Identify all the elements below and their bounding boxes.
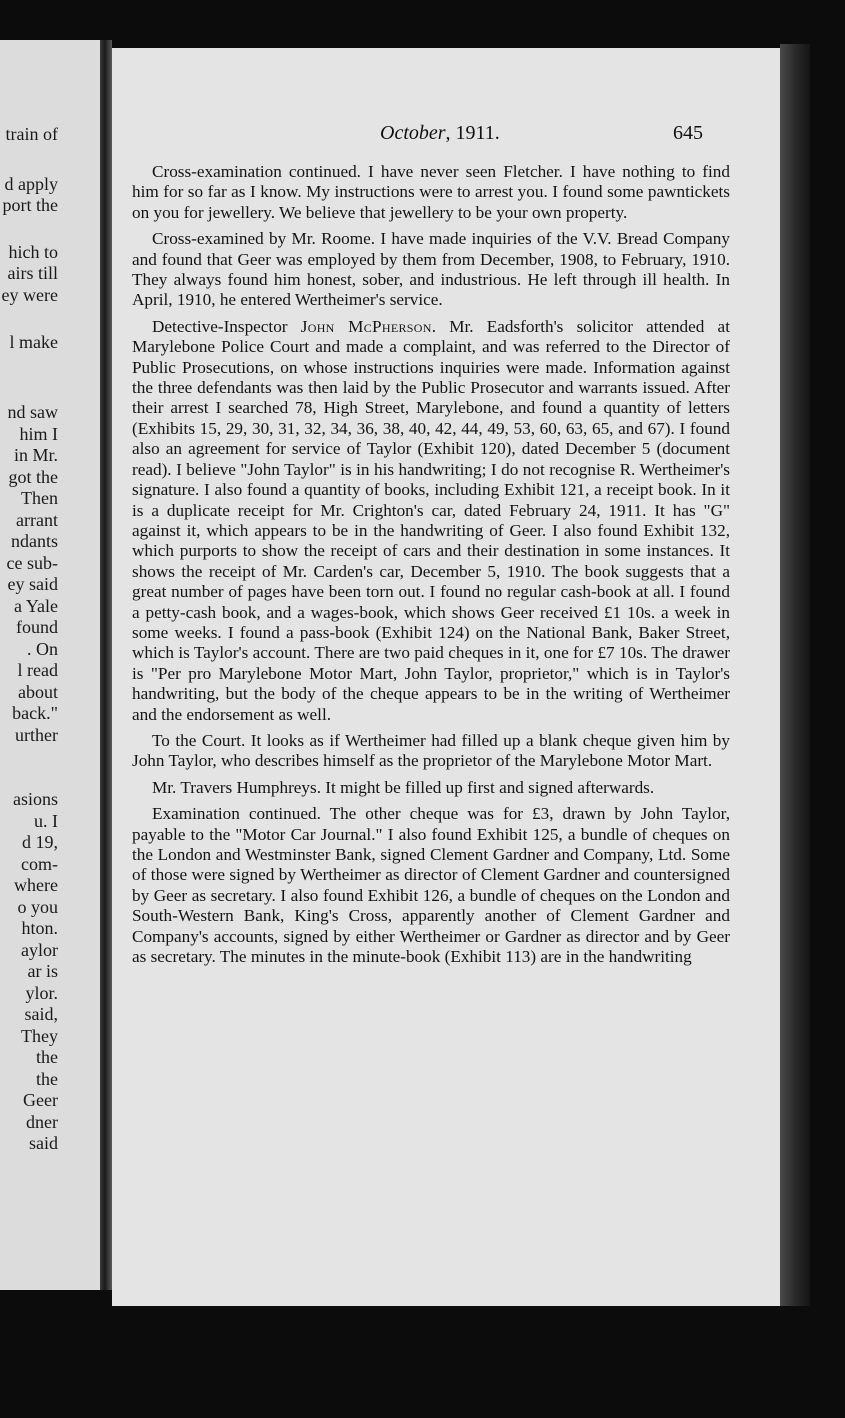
facing-page-fragment: arrant (16, 510, 58, 530)
witness-name: John McPherson (300, 316, 432, 336)
facing-page-fragment: nd saw (7, 402, 58, 422)
facing-page-fragment: back." (12, 703, 58, 723)
facing-page-fragment: l make (9, 332, 58, 352)
facing-page-fragment: ce sub- (6, 553, 58, 573)
facing-page-fragment: in Mr. (13, 445, 58, 465)
facing-page-fragment: asions (13, 789, 58, 809)
witness-testimony: . Mr. Eadsforth's solicitor attended at Marylebone Police Court and made a complaint, and was referred to the Director of Public Prosecutions, on whose instructions inquiries were made. Information against the three defendants was then laid by the Public Prosecutor and warrants issued. After their arrest I searched 78, High Street, Marylebone, and found a quantity of letters (Exhibits 15, 29, 30, 31, 32, 34, 36, 38, 40, 42, 44, 49, 53, 60, 63, 65, and 67). I found also an agreement for service of Taylor (Exhibit 120), dated December 5 (document read). I believe "John Taylor" is in his handwriting; I do not recognise R. Wertheimer's signature. I also found a quantity of books, including Exhibit 121, a receipt book. In it is a duplicate receipt for Mr. Crighton's car, dated February 24, 1911. It has "G" against it, which appears to be in the handwriting of Geer. I also found Exhibit 132, which purports to show the receipt of cars and their destination in some instances. It shows the receipt of Mr. Carden's car, December 5, 1910. The book suggests that a great number of pages have been torn out. I found no regular cash-book at all. I found a petty-cash book, and a wages-book, which shows Geer received £1 10s. a week in some weeks. I found a pass-book (Exhibit 124) on the National Bank, Baker Street, which is Taylor's account. There are two paid cheques in it, one for £7 10s. The drawer is "Per pro Marylebone Motor Mart, John Taylor, proprietor," which is in Taylor's handwriting, but the body of the cheque appears to be in the writing of Wertheimer and the endorsement as well. (132, 316, 730, 724)
facing-page-fragment: aylor (21, 940, 58, 960)
paragraph-mcpherson (132, 317, 730, 725)
facing-page-fragment: the (36, 1047, 58, 1067)
facing-page-fragment: port the (2, 195, 58, 215)
paragraph-cross-examination: Cross-examination continued. I have never seen Fletcher. I have nothing to find him for so far as I know. My instructions were to arrest you. I found some pawntickets on you for jewellery. We believe that jewellery to be your own property. (132, 162, 730, 222)
facing-page-fragment: urther (15, 725, 58, 745)
paragraph-humphreys: Mr. Travers Humphreys. It might be filled up first and signed afterwards. (152, 777, 655, 797)
page-edge-stack (780, 44, 810, 1306)
running-head (380, 122, 500, 145)
paragraph-to-the-court: To the Court. It looks as if Wertheimer had filled up a blank cheque given him by John Taylor, who describes himself as the proprietor of the Marylebone Motor Mart. (132, 730, 730, 771)
facing-page-fragment: a Yale (14, 596, 58, 616)
facing-page-fragment: ndants (11, 531, 58, 551)
facing-page-fragment: ar is (27, 961, 58, 981)
facing-page-fragment: him I (19, 424, 58, 444)
facing-page-fragment: hton. (21, 918, 58, 938)
facing-page-fragment: Geer (23, 1090, 58, 1110)
page-header (112, 122, 780, 146)
facing-page-fragment: got the (8, 467, 58, 487)
facing-page-fragment: found (16, 617, 58, 637)
facing-page-fragment: They (21, 1026, 58, 1046)
facing-page-fragment: dner (26, 1112, 58, 1132)
facing-page-fragment: o you (17, 897, 58, 917)
paragraph-cross-examined-roome: Cross-examined by Mr. Roome. I have made inquiries of the V.V. Bread Company and found that Geer was employed by them from December, 1908, to February, 1910. They always found him honest, sober, and industrious. He left through ill health. In April, 1910, he entered Wertheimer's service. (132, 229, 730, 310)
facing-page (0, 40, 100, 1290)
facing-page-fragment: said, (24, 1004, 58, 1024)
facing-page-fragment: u. I (34, 811, 58, 831)
page-number: 645 (673, 122, 703, 144)
facing-page-fragment: ylor. (25, 983, 58, 1003)
facing-page-fragment: d apply (4, 174, 58, 194)
main-page (112, 48, 780, 1306)
body-text (132, 162, 730, 973)
facing-page-fragment: airs till (7, 263, 58, 283)
facing-page-fragment: ey said (7, 574, 58, 594)
facing-page-fragment: ey were (1, 285, 58, 305)
facing-page-fragment: d 19, (22, 832, 58, 852)
facing-page-fragment: hich to (8, 242, 58, 262)
facing-page-fragment: about (18, 682, 58, 702)
running-head-year: , 1911. (445, 122, 500, 144)
facing-page-fragment: Then (21, 488, 58, 508)
facing-page-fragment: the (36, 1069, 58, 1089)
facing-page-fragment: train of (5, 124, 58, 144)
book-gutter (100, 40, 112, 1290)
facing-page-fragment: com- (21, 854, 58, 874)
witness-intro: Detective-Inspector (152, 316, 301, 336)
facing-page-fragment: said (29, 1133, 58, 1153)
facing-page-fragment: l read (17, 660, 58, 680)
paragraph-examination-continued: Examination continued. The other cheque was for £3, drawn by John Taylor, payable to the "Motor Car Journal." I also found Exhibit 125, a bundle of cheques on the London and Westminster Bank, signed Clement Gardner and Company, Ltd. Some of those were signed by Wertheimer as director of Clement Gardner and countersigned by Geer as secretary. I also found Exhibit 126, a bundle of cheques on the London and South-Western Bank, King's Cross, apparently another of Clement Gardner and Company's accounts, signed by either Wertheimer or Gardner as director and by Geer as secretary. The minutes in the minute-book (Exhibit 113) are in the handwriting (132, 804, 730, 967)
running-head-month: October (380, 122, 446, 144)
facing-page-fragment: . On (27, 639, 58, 659)
facing-page-fragment: where (14, 875, 58, 895)
